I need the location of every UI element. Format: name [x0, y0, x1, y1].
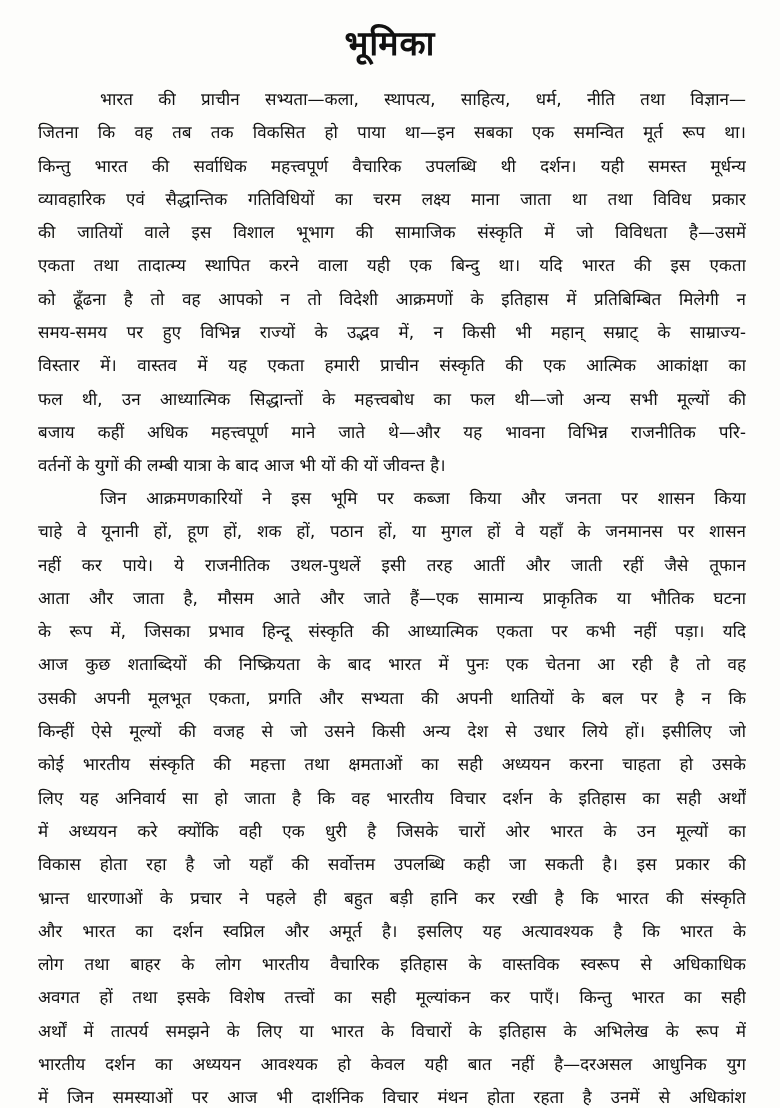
text-line: अवगत हों तथा इसके विशेष तत्त्वों का सही मूल्यांकन कर पाएँ। किन्तु भारत का सही — [38, 988, 746, 1009]
text-line: अर्थों में तात्पर्य समझने के लिए या भारत के विचारों के इतिहास के अभिलेख के रूप में — [38, 1021, 746, 1042]
text-line: आता और जाता है, मौसम आते और जाते हैं—एक सामान्य प्राकृतिक या भौतिक घटना — [38, 588, 746, 609]
paragraph-2 — [38, 483, 746, 1116]
text-line: जिन आक्रमणकारियों ने इस भूमि पर कब्जा किया और जनता पर शासन किया — [100, 489, 746, 509]
text-line: किन्हीं ऐसे मूल्यों की वजह से जो उसने किसी अन्य देश से उधार लिये हों। इसीलिए जो — [38, 722, 746, 743]
text-line: समय-समय पर हुए विभिन्न राज्यों के उद्भव में, न किसी भी महान् सम्राट् के साम्राज्य- — [38, 323, 746, 344]
text-line: की जातियों वाले इस विशाल भूभाग की सामाजिक संस्कृति में जो विविधता है—उसमें — [38, 223, 746, 244]
text-line: में अध्ययन करे क्योंकि वही एक धुरी है जिसके चारों ओर भारत के उन मूल्यों का — [38, 821, 746, 842]
text-line: और भारत का दर्शन स्वप्निल और अमूर्त है। इसलिए यह अत्यावश्यक है कि भारत के — [38, 921, 746, 942]
text-line: के रूप में, जिसका प्रभाव हिन्दू संस्कृति की आध्यात्मिक एकता पर कभी नहीं पड़ा। यदि — [38, 622, 746, 643]
text-line: बजाय कहीं अधिक महत्त्वपूर्ण माने जाते थे—और यह भावना विभिन्न राजनीतिक परि- — [38, 422, 746, 443]
text-line: किन्तु भारत की सर्वाधिक महत्त्वपूर्ण वैचारिक उपलब्धि थी दर्शन। यही समस्त मूर्धन्य — [38, 156, 746, 177]
text-line: विस्तार में। वास्तव में यह एकता हमारी प्राचीन संस्कृति की एक आत्मिक आकांक्षा का — [38, 356, 746, 377]
text-line: चाहे वे यूनानी हों, हूण हों, शक हों, पठान हों, या मुगल हों वे यहाँ के जनमानस पर शासन — [38, 522, 746, 543]
text-line: भ्रान्त धारणाओं के प्रचार ने पहले ही बहुत बड़ी हानि कर रखी है कि भारत की संस्कृति — [38, 888, 746, 909]
text-line: नहीं कर पाये। ये राजनीतिक उथल-पुथलें इसी तरह आतीं और जाती रहीं जैसे तूफान — [38, 555, 746, 576]
text-line: को ढूँढना है तो वह आपको न तो विदेशी आक्रमणों के इतिहास में प्रतिबिम्बित मिलेगी न — [38, 289, 746, 310]
text-line: लोग तथा बाहर के लोग भारतीय वैचारिक इतिहास के वास्तविक स्वरूप से अधिकाधिक — [38, 955, 746, 976]
text-line: जितना कि वह तब तक विकसित हो पाया था—इन सबका एक समन्वित मूर्त रूप था। — [38, 123, 746, 144]
text-line: भारतीय दर्शन का अध्ययन आवश्यक हो केवल यही बात नहीं है—दरअसल आधुनिक युग — [38, 1055, 746, 1076]
text-line: विकास होता रहा है जो यहाँ की सर्वोत्तम उपलब्धि कही जा सकती है। इस प्रकार की — [38, 855, 746, 876]
text-line: व्यावहारिक एवं सैद्धान्तिक गतिविधियों का चरम लक्ष्य माना जाता था तथा विविध प्रकार — [38, 189, 746, 210]
text-line: उसकी अपनी मूलभूत एकता, प्रगति और सभ्यता की अपनी थातियों के बल पर है न कि — [38, 688, 746, 709]
text-line: फल थी, उन आध्यात्मिक सिद्धान्तों के महत्त्वबोध का फल थी—जो अन्य सभी मूल्यों की — [38, 389, 746, 410]
text-line: कोई भारतीय संस्कृति की महत्ता तथा क्षमताओं का सही अध्ययन करना चाहता हो उसके — [38, 755, 746, 776]
page-title: भूमिका — [344, 24, 436, 64]
paragraph-1 — [38, 84, 746, 484]
text-line: एकता तथा तादात्म्य स्थापित करने वाला यही एक बिन्दु था। यदि भारत की इस एकता — [38, 256, 746, 277]
text-line: आज कुछ शताब्दियों की निष्क्रियता के बाद भारत में पुनः एक चेतना आ रही है तो वह — [38, 655, 746, 676]
text-line: भारत की प्राचीन सभ्यता—कला, स्थापत्य, साहित्य, धर्म, नीति तथा विज्ञान— — [100, 90, 746, 110]
text-line: वर्तनों के युगों की लम्बी यात्रा के बाद आज भी यों की यों जीवन्त है। — [38, 456, 446, 477]
text-line: में जिन समस्याओं पर आज भी दार्शनिक विचार मंथन होता रहता है उनमें से अधिकांश — [38, 1088, 746, 1109]
text-line: लिए यह अनिवार्य सा हो जाता है कि वह भारतीय विचार दर्शन के इतिहास का सही अर्थों — [38, 788, 746, 809]
